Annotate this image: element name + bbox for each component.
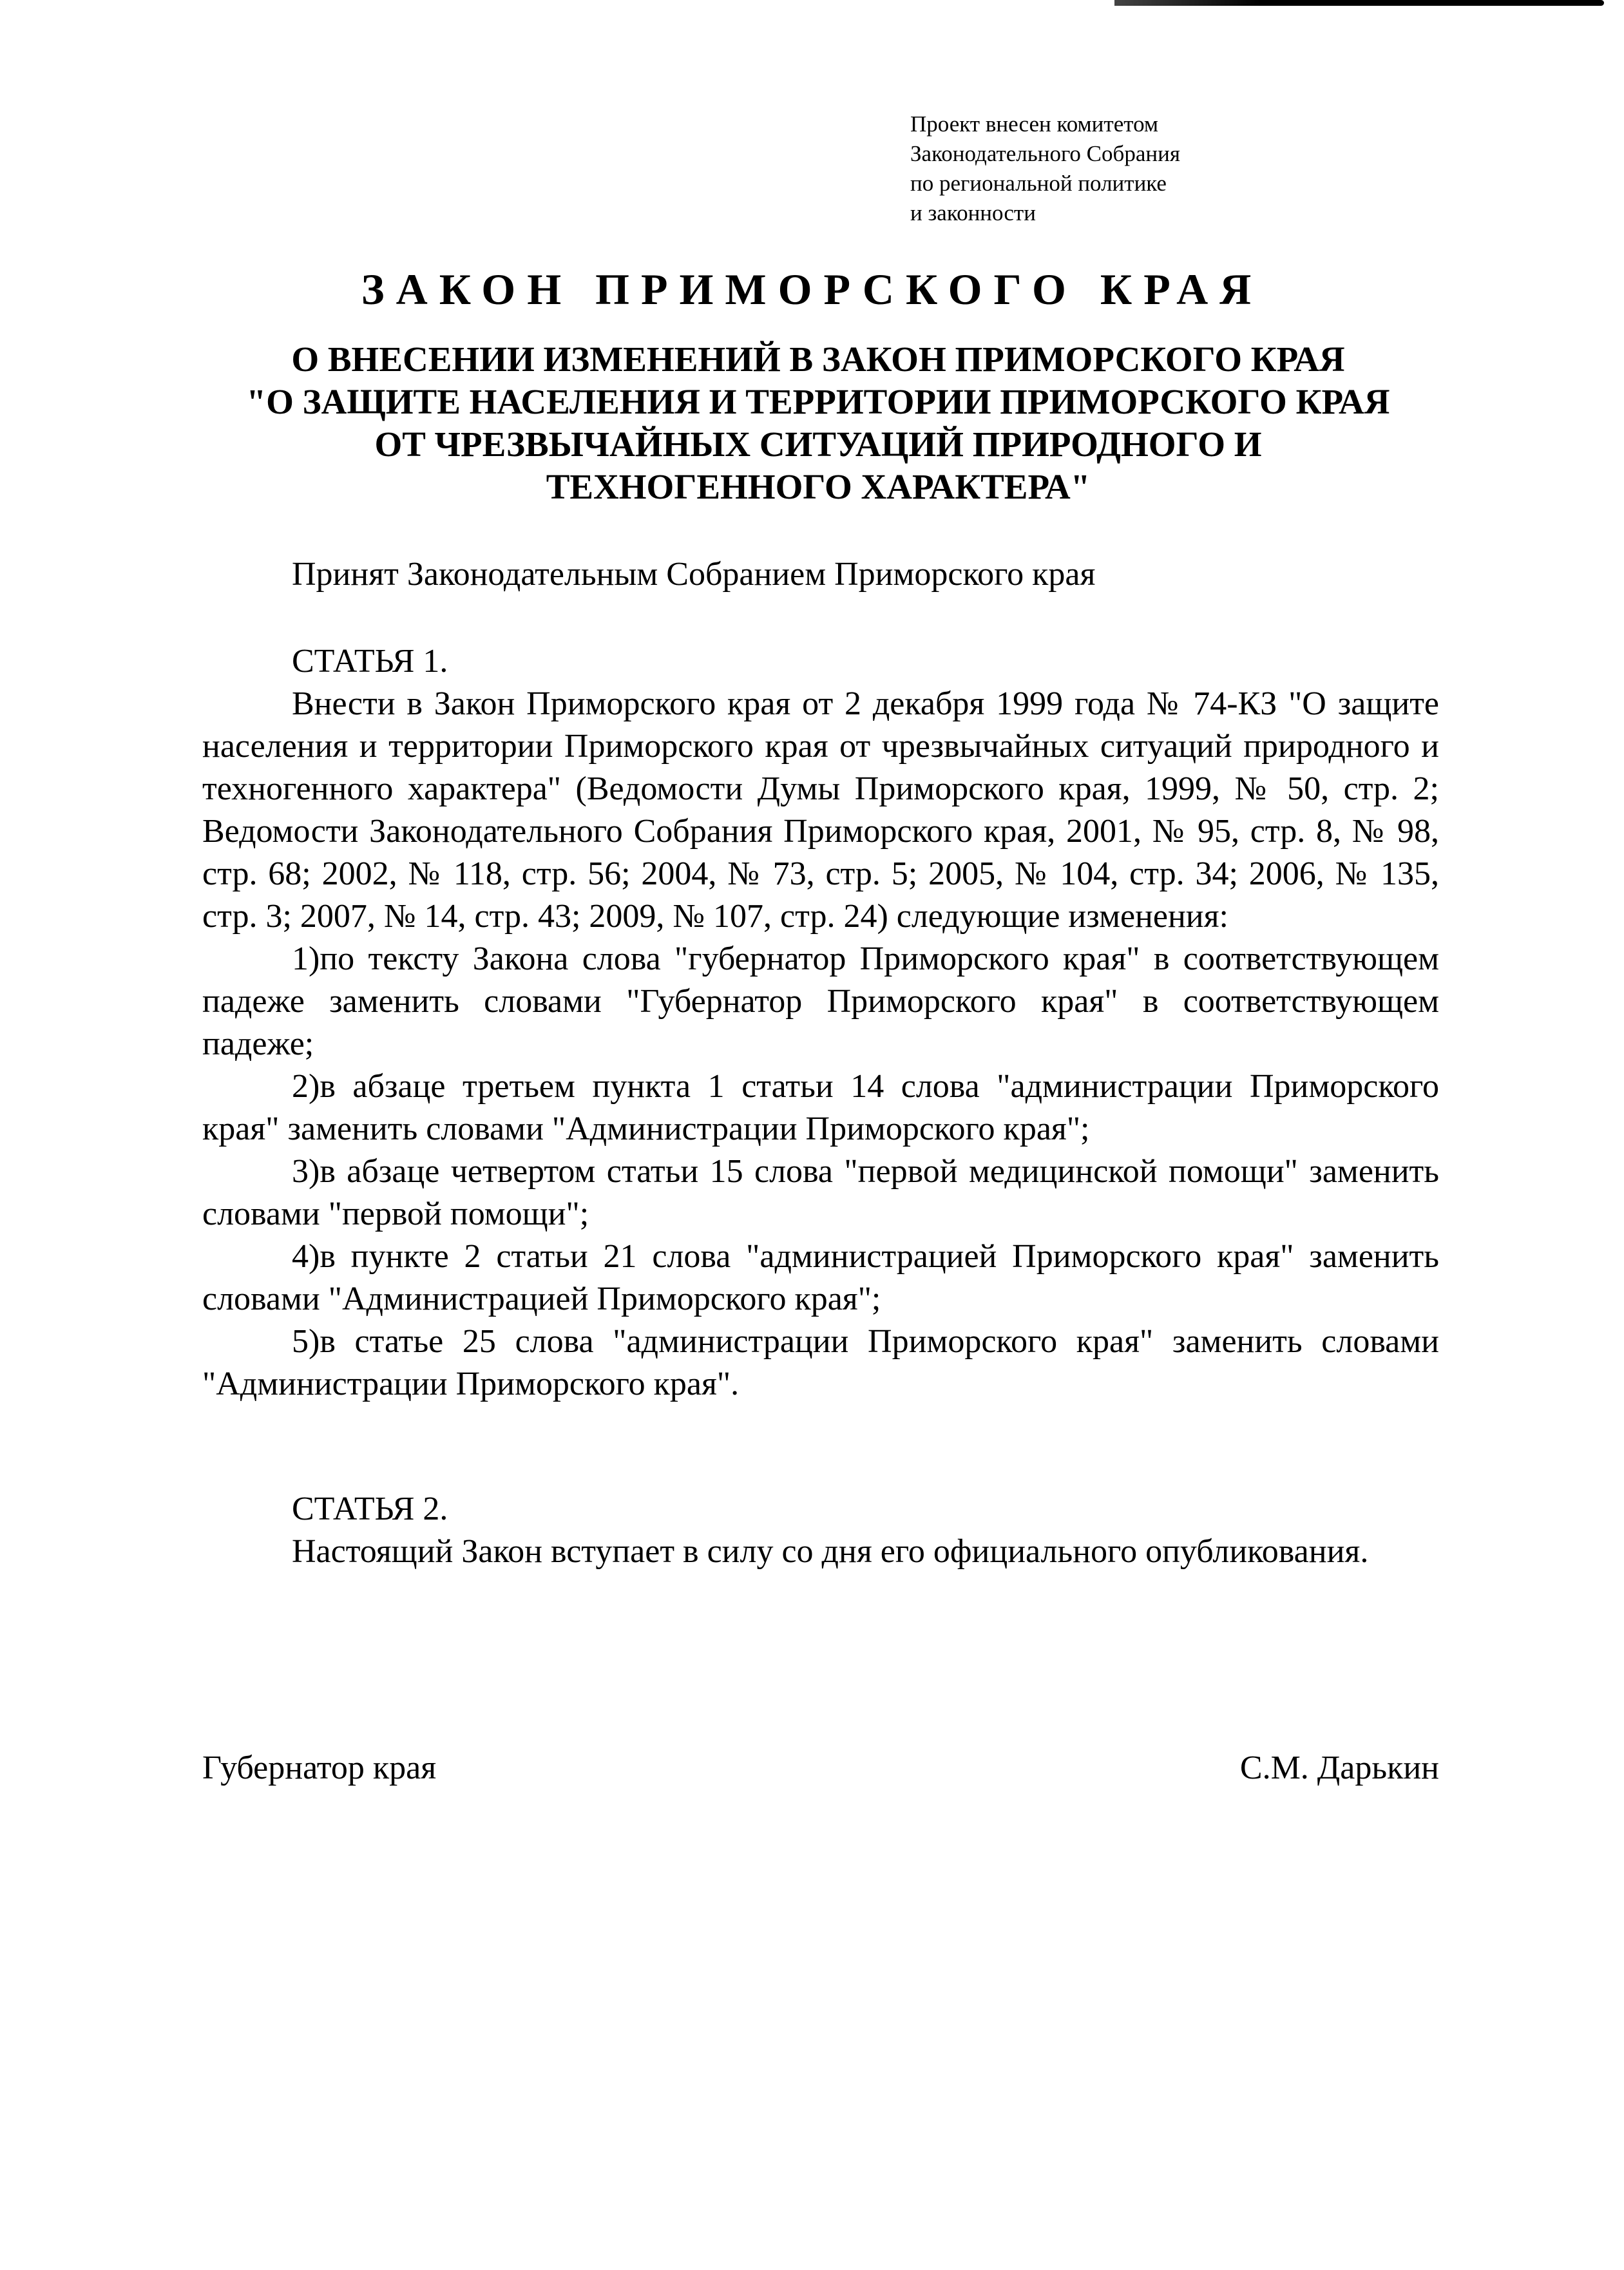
article-paragraph: Внести в Закон Приморского края от 2 декабря 1999 года № 74-КЗ "О защите населения и территории Приморского края от чрезвычайных ситуаций природного и техногенного характера" (Ведомости Думы Приморского края, 1999, № 50, стр. 2; Ведомости Законодательного Собрания Приморского края, 2001, № 95, стр. 8, № 98, стр. 68; 2002, № 118, стр. 56; 2004, № 73, стр. 5; 2005, № 104, стр. 34; 2006, № 135, стр. 3; 2007, № 14, стр. 43; 2009, № 107, стр. 24) следующие изменения: (202, 685, 1439, 935)
subtitle-line: ОТ ЧРЕЗВЫЧАЙНЫХ СИТУАЦИЙ ПРИРОДНОГО И (374, 424, 1262, 464)
intro-line: Законодательного Собрания (910, 141, 1180, 166)
article-1 (202, 640, 1439, 1406)
intro-line: и законности (910, 200, 1036, 225)
document-title: ЗАКОН ПРИМОРСКОГО КРАЯ (361, 265, 1263, 314)
intro-line: Проект внесен комитетом (910, 111, 1159, 137)
article-heading: СТАТЬЯ 2. (292, 1491, 448, 1527)
amendment-item: 3)в абзаце четвертом статьи 15 слова "первой медицинской помощи" заменить словами "первой помощи"; (202, 1153, 1439, 1232)
article-heading: СТАТЬЯ 1. (292, 643, 448, 680)
article-2 (202, 1488, 1439, 1573)
subtitle-line: "О ЗАЩИТЕ НАСЕЛЕНИЯ И ТЕРРИТОРИИ ПРИМОРСКОГО КРАЯ (246, 382, 1390, 421)
intro-line: по региональной политике (910, 171, 1167, 196)
amendment-item: 4)в пункте 2 статьи 21 слова "администрацией Приморского края" заменить словами "Администрацией Приморского края"; (202, 1238, 1439, 1317)
amendment-item: 5)в статье 25 слова "администрации Приморского края" заменить словами "Администрации Приморского края". (202, 1323, 1439, 1402)
adopted-statement: Принят Законодательным Собранием Приморского края (292, 556, 1096, 593)
project-introduced-note (910, 110, 1180, 228)
subtitle-line: О ВНЕСЕНИИ ИЗМЕНЕНИЙ В ЗАКОН ПРИМОРСКОГО КРАЯ (291, 339, 1345, 379)
signature-name: С.М. Дарькин (1239, 1750, 1439, 1786)
signature-position: Губернатор края (202, 1750, 437, 1786)
amendment-item: 1)по тексту Закона слова "губернатор Приморского края" в соответствующем падеже заменить словами "Губернатор Приморского края" в соответствующем падеже; (202, 940, 1439, 1062)
scan-edge-line (1114, 0, 1604, 6)
subtitle-line: ТЕХНОГЕННОГО ХАРАКТЕРА" (546, 467, 1091, 506)
article-paragraph: Настоящий Закон вступает в силу со дня его официального опубликования. (292, 1533, 1369, 1570)
document-subtitle (193, 338, 1443, 508)
amendment-item: 2)в абзаце третьем пункта 1 статьи 14 слова "администрации Приморского края" заменить словами "Администрации Приморского края"; (202, 1068, 1439, 1147)
